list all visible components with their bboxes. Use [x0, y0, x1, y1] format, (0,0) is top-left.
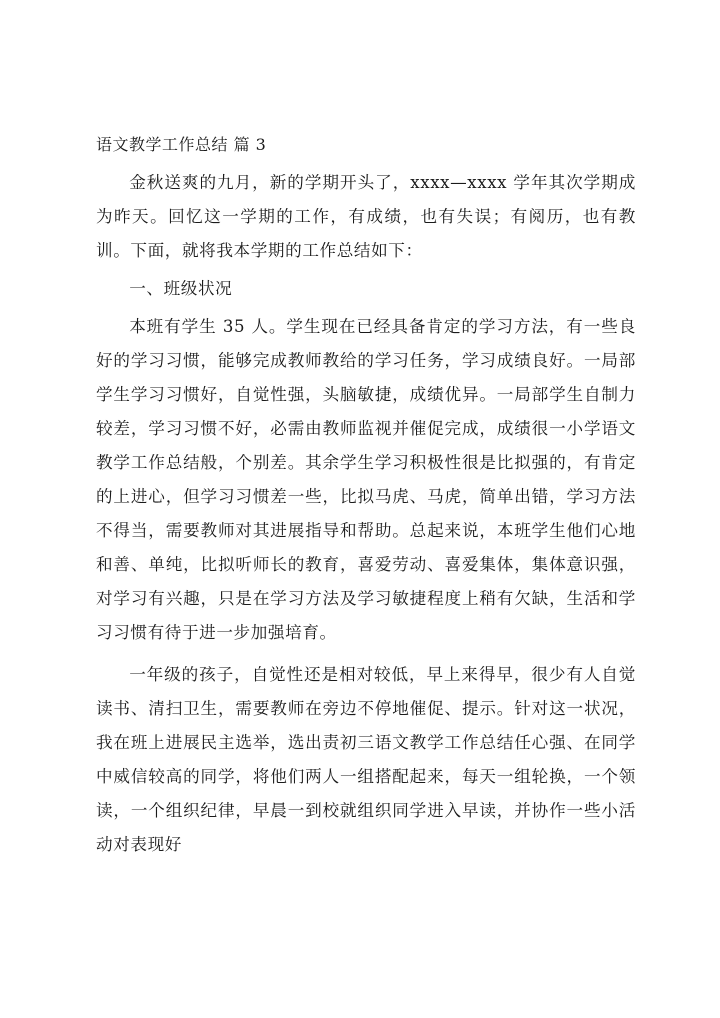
body-paragraph-2: 一年级的孩子，自觉性还是相对较低，早上来得早，很少有人自觉读书、清扫卫生，需要教师在旁边不停地催促、提示。针对这一状况，我在班上进展民主选举，选出责初三语文教学工作总结任心强、在同学中威信较高的同学，将他们两人一组搭配起来，每天一组轮换，一个领读，一个组织纪律，早晨一到校就组织同学进入早读，并协作一些小活动对表现好: [96, 665, 636, 854]
document-title: 语文教学工作总结 篇 3: [96, 135, 267, 154]
document-content: [96, 128, 636, 862]
body-paragraph-1: 本班有学生 35 人。学生现在已经具备肯定的学习方法，有一些良好的学习习惯，能够完成教师教给的学习任务，学习成绩良好。一局部学生学习习惯好，自觉性强，头脑敏捷，成绩优异。一局部学生自制力较差，学习习惯不好，必需由教师监视并催促完成，成绩很一小学语文教学工作总结般，个别差。其余学生学习积极性很是比拟强的，有肯定的上进心，但学习习惯差一些，比拟马虎、马虎，简单出错，学习方法不得当，需要教师对其进展指导和帮助。总起来说，本班学生他们心地和善、单纯，比拟听师长的教育，喜爱劳动、喜爱集体，集体意识强，对学习有兴趣，只是在学习方法及学习敏捷程度上稍有欠缺，生活和学习习惯有待于进一步加强培育。: [96, 317, 636, 642]
intro-paragraph: 金秋送爽的九月，新的学期开头了，xxxx—xxxx 学年其次学期成为昨天。回忆这一学期的工作，有成绩，也有失误；有阅历，也有教训。下面，就将我本学期的工作总结如下：: [96, 173, 636, 260]
section-heading: 一、班级状况: [129, 279, 233, 298]
